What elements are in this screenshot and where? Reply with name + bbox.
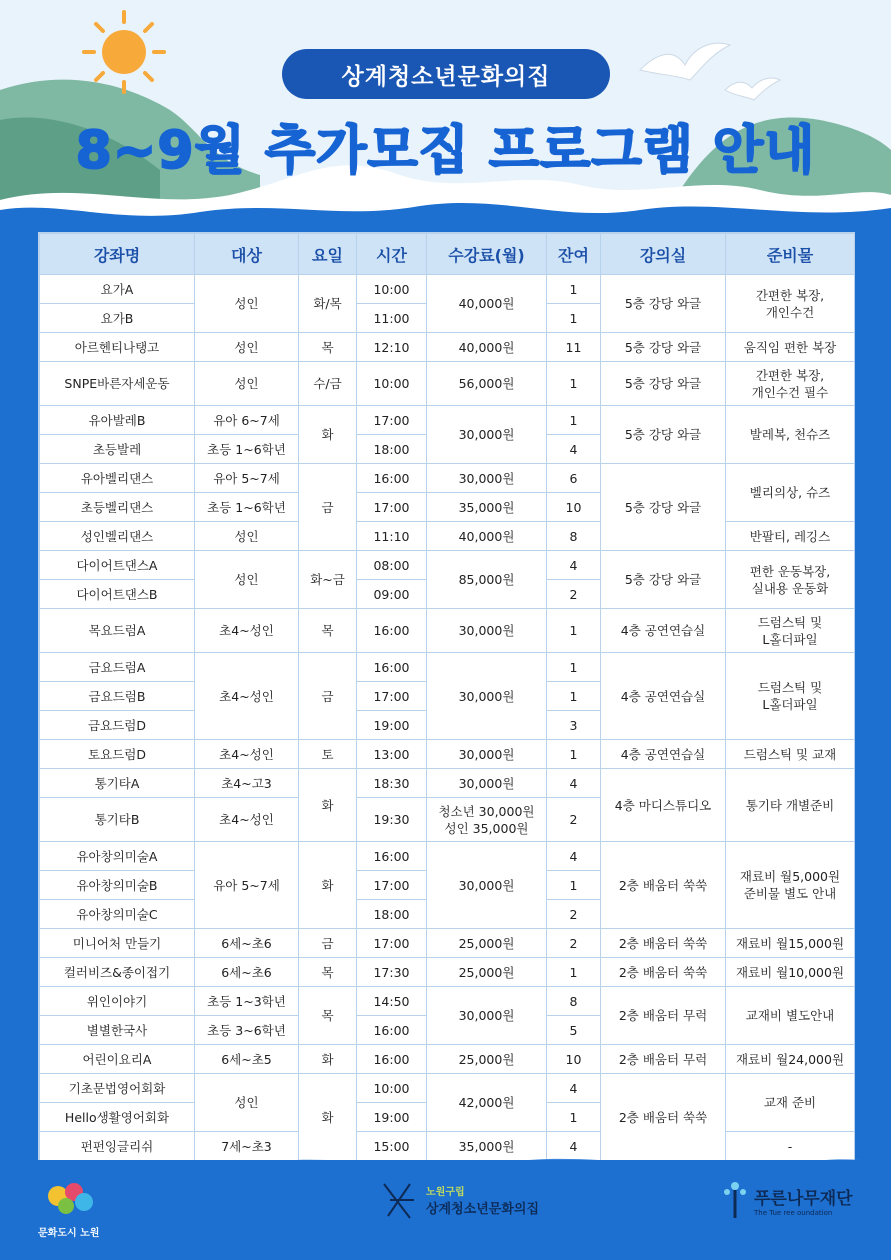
table-cell: 10 [547, 1045, 601, 1074]
table-cell: 초등 1~6학년 [195, 493, 299, 522]
table-cell: 교재비 별도안내 [726, 987, 855, 1045]
table-cell: 1 [547, 958, 601, 987]
table-cell: 40,000원 [427, 522, 547, 551]
table-cell: SNPE바른자세운동 [40, 362, 195, 406]
table-cell: 16:00 [357, 464, 427, 493]
table-cell: 미니어처 만들기 [40, 929, 195, 958]
table-cell: 16:00 [357, 609, 427, 653]
table-cell: 1 [547, 362, 601, 406]
table-cell: 25,000원 [427, 958, 547, 987]
table-row [40, 333, 855, 362]
table-row [40, 522, 855, 551]
table-cell: 19:00 [357, 1103, 427, 1132]
table-cell: 85,000원 [427, 551, 547, 609]
table-cell: 토 [299, 740, 357, 769]
column-header: 요일 [299, 234, 357, 275]
table-cell: 편한 운동복장, 실내용 운동화 [726, 551, 855, 609]
table-row [40, 275, 855, 304]
table-row [40, 1045, 855, 1074]
table-cell: 화 [299, 842, 357, 929]
table-row [40, 769, 855, 798]
table-row [40, 958, 855, 987]
table-cell: 1 [547, 304, 601, 333]
table-cell: 09:00 [357, 580, 427, 609]
table-row [40, 653, 855, 682]
table-cell: 펀펀잉글리쉬 [40, 1132, 195, 1161]
table-cell: 35,000원 [427, 493, 547, 522]
table-cell: 6 [547, 464, 601, 493]
table-cell: 화 [299, 1045, 357, 1074]
table-cell: 4 [547, 551, 601, 580]
table-cell: 16:00 [357, 653, 427, 682]
table-cell: 금 [299, 653, 357, 740]
table-cell: 성인 [195, 275, 299, 333]
table-cell: 초4~성인 [195, 740, 299, 769]
column-header: 강의실 [601, 234, 726, 275]
table-cell: 4층 공연연습실 [601, 740, 726, 769]
table-cell: 25,000원 [427, 1045, 547, 1074]
table-cell: 유아창의미술B [40, 871, 195, 900]
table-cell: 드럼스틱 및 교재 [726, 740, 855, 769]
column-header: 대상 [195, 234, 299, 275]
table-cell: 초등발레 [40, 435, 195, 464]
table-row [40, 464, 855, 493]
table-cell: 17:00 [357, 929, 427, 958]
table-cell: 3 [547, 711, 601, 740]
table-cell: 금 [299, 464, 357, 551]
table-cell: 통기타A [40, 769, 195, 798]
table-cell: 화 [299, 1074, 357, 1161]
table-cell: 17:30 [357, 958, 427, 987]
table-cell: 목 [299, 609, 357, 653]
table-cell: 17:00 [357, 406, 427, 435]
table-cell: 17:00 [357, 682, 427, 711]
table-cell: 2층 배움터 쑥쑥 [601, 842, 726, 929]
nowon-culture-city-logo [38, 1178, 118, 1238]
sun-icon [72, 8, 172, 98]
table-cell: 목 [299, 958, 357, 987]
table-cell: 1 [547, 609, 601, 653]
table-cell: 요가A [40, 275, 195, 304]
table-cell: 교재 준비 [726, 1074, 855, 1132]
table-cell: 화 [299, 769, 357, 842]
table-cell: 초4~성인 [195, 653, 299, 740]
table-cell: 6세~초6 [195, 929, 299, 958]
table-row [40, 987, 855, 1016]
table-cell: 1 [547, 653, 601, 682]
table-cell: 유아벨리댄스 [40, 464, 195, 493]
table-cell: 재료비 월15,000원 [726, 929, 855, 958]
table-cell: 13:00 [357, 740, 427, 769]
table-cell: 드럼스틱 및 L홀더파일 [726, 653, 855, 740]
column-header: 시간 [357, 234, 427, 275]
table-cell: 성인 [195, 551, 299, 609]
table-cell: - [726, 1132, 855, 1161]
table-cell: 반팔티, 레깅스 [726, 522, 855, 551]
table-cell: 재료비 월24,000원 [726, 1045, 855, 1074]
table-cell: 발레복, 천슈즈 [726, 406, 855, 464]
nowon-logo-icon [38, 1178, 108, 1218]
table-cell: 15:00 [357, 1132, 427, 1161]
table-cell: 컬러비즈&종이접기 [40, 958, 195, 987]
table-cell: 4층 공연연습실 [601, 609, 726, 653]
table-cell: 유아 6~7세 [195, 406, 299, 435]
table-row [40, 406, 855, 435]
table-cell: 성인 [195, 522, 299, 551]
table-cell: 통기타B [40, 798, 195, 842]
table-cell: 4 [547, 1074, 601, 1103]
table-cell: 성인 [195, 362, 299, 406]
table-cell: 통기타 개별준비 [726, 769, 855, 842]
table-row [40, 362, 855, 406]
table-row [40, 609, 855, 653]
table-body [40, 275, 855, 1161]
table-cell: 30,000원 [427, 842, 547, 929]
table-cell: 초등 1~6학년 [195, 435, 299, 464]
table-cell: 11 [547, 333, 601, 362]
table-cell: 5 [547, 1016, 601, 1045]
table-cell: 30,000원 [427, 769, 547, 798]
table-cell: 40,000원 [427, 275, 547, 333]
table-cell: 5층 강당 와글 [601, 275, 726, 333]
foundation-name-en: The Tue ree oundation [754, 1208, 833, 1217]
table-cell: 30,000원 [427, 464, 547, 493]
table-cell: 5층 강당 와글 [601, 406, 726, 464]
seagulls-icon [630, 30, 790, 110]
table-cell: 18:30 [357, 769, 427, 798]
table-cell: 17:00 [357, 493, 427, 522]
table-cell: 초등 3~6학년 [195, 1016, 299, 1045]
table-cell: 5층 강당 와글 [601, 464, 726, 551]
table-cell: 18:00 [357, 900, 427, 929]
table-cell: 10:00 [357, 1074, 427, 1103]
table-cell: 목요드럼A [40, 609, 195, 653]
table-cell: 4 [547, 1132, 601, 1161]
center-logo-icon [380, 1178, 420, 1222]
table-cell: 30,000원 [427, 740, 547, 769]
table-cell: 유아창의미술C [40, 900, 195, 929]
table-cell: 목 [299, 987, 357, 1045]
table-cell: 40,000원 [427, 333, 547, 362]
table-cell: 화~금 [299, 551, 357, 609]
column-header: 강좌명 [40, 234, 195, 275]
table-cell: 어린이요리A [40, 1045, 195, 1074]
table-cell: 화/목 [299, 275, 357, 333]
table-cell: 11:00 [357, 304, 427, 333]
table-cell: 42,000원 [427, 1074, 547, 1132]
table-cell: 2 [547, 580, 601, 609]
table-cell: 4 [547, 769, 601, 798]
table-cell: 1 [547, 406, 601, 435]
column-header: 수강료(월) [427, 234, 547, 275]
table-cell: 56,000원 [427, 362, 547, 406]
table-cell: 금요드럼A [40, 653, 195, 682]
table-cell: 11:10 [357, 522, 427, 551]
table-cell: 성인 [195, 1074, 299, 1132]
column-header: 준비물 [726, 234, 855, 275]
org-name-pill: 상계청소년문화의집 [282, 49, 610, 99]
table-cell: 5층 강당 와글 [601, 551, 726, 609]
table-cell: 요가B [40, 304, 195, 333]
table-cell: 08:00 [357, 551, 427, 580]
table-cell: 2 [547, 798, 601, 842]
table-cell: 2층 배움터 무럭 [601, 1045, 726, 1074]
center-logo [380, 1178, 539, 1222]
table-cell: 초4~성인 [195, 609, 299, 653]
foundation-name: 푸른나무재단 [754, 1188, 853, 1209]
table-cell: 18:00 [357, 435, 427, 464]
center-logo-small: 노원구립 [426, 1187, 465, 1198]
table-cell: 간편한 복장, 개인수건 [726, 275, 855, 333]
table-cell: 30,000원 [427, 609, 547, 653]
table-cell: 2 [547, 900, 601, 929]
table-cell: 유아발레B [40, 406, 195, 435]
table-cell: 4층 공연연습실 [601, 653, 726, 740]
program-table [39, 233, 855, 1161]
table-cell: 드럼스틱 및 L홀더파일 [726, 609, 855, 653]
table-cell: 10 [547, 493, 601, 522]
table-cell: 35,000원 [427, 1132, 547, 1161]
table-cell: 2층 배움터 무럭 [601, 987, 726, 1045]
table-cell: 8 [547, 522, 601, 551]
table-cell: 성인벨리댄스 [40, 522, 195, 551]
table-cell: 4 [547, 435, 601, 464]
table-cell: 기초문법영어회화 [40, 1074, 195, 1103]
table-cell: 7세~초3 [195, 1132, 299, 1161]
table-cell: 30,000원 [427, 987, 547, 1045]
table-cell: 청소년 30,000원 성인 35,000원 [427, 798, 547, 842]
table-cell: 2 [547, 929, 601, 958]
table-cell: 19:30 [357, 798, 427, 842]
table-cell: 유아 5~7세 [195, 842, 299, 929]
nowon-logo-text: 문화도시 노원 [38, 1228, 100, 1239]
table-cell: 5층 강당 와글 [601, 362, 726, 406]
table-cell: 간편한 복장, 개인수건 필수 [726, 362, 855, 406]
table-cell: 1 [547, 1103, 601, 1132]
table-cell: 2층 배움터 쑥쑥 [601, 958, 726, 987]
table-cell: 4 [547, 842, 601, 871]
table-cell: 다이어트댄스B [40, 580, 195, 609]
table-cell: 다이어트댄스A [40, 551, 195, 580]
table-cell: 16:00 [357, 1016, 427, 1045]
table-cell: 6세~초6 [195, 958, 299, 987]
table-cell: 17:00 [357, 871, 427, 900]
table-cell: 토요드럼D [40, 740, 195, 769]
table-cell: 5층 강당 와글 [601, 333, 726, 362]
table-cell: 유아 5~7세 [195, 464, 299, 493]
column-header: 잔여 [547, 234, 601, 275]
table-cell: 2층 배움터 쑥쑥 [601, 1074, 726, 1161]
table-cell: 1 [547, 740, 601, 769]
table-cell: 16:00 [357, 842, 427, 871]
table-cell: 위인이야기 [40, 987, 195, 1016]
table-row [40, 740, 855, 769]
table-cell: 금요드럼B [40, 682, 195, 711]
table-cell: 10:00 [357, 362, 427, 406]
table-cell: 금 [299, 929, 357, 958]
table-row [40, 1074, 855, 1103]
table-row [40, 842, 855, 871]
center-logo-name: 상계청소년문화의집 [426, 1202, 540, 1217]
hero-banner [0, 0, 891, 240]
table-cell: 8 [547, 987, 601, 1016]
table-cell: Hello생활영어회화 [40, 1103, 195, 1132]
tree-icon [720, 1178, 750, 1222]
table-cell: 벨리의상, 슈즈 [726, 464, 855, 522]
table-cell: 30,000원 [427, 653, 547, 740]
table-row [40, 929, 855, 958]
table-cell: 별별한국사 [40, 1016, 195, 1045]
table-cell: 25,000원 [427, 929, 547, 958]
table-cell: 12:10 [357, 333, 427, 362]
table-cell: 재료비 월5,000원 준비물 별도 안내 [726, 842, 855, 929]
table-cell: 초4~고3 [195, 769, 299, 798]
table-cell: 움직임 편한 복장 [726, 333, 855, 362]
table-cell: 재료비 월10,000원 [726, 958, 855, 987]
table-cell: 16:00 [357, 1045, 427, 1074]
table-cell: 유아창의미술A [40, 842, 195, 871]
foundation-logo [720, 1178, 853, 1222]
table-cell: 30,000원 [427, 406, 547, 464]
table-cell: 초등 1~3학년 [195, 987, 299, 1016]
table-cell: 초4~성인 [195, 798, 299, 842]
table-cell: 1 [547, 275, 601, 304]
table-cell: 14:50 [357, 987, 427, 1016]
table-cell: 6세~초5 [195, 1045, 299, 1074]
table-cell: 수/금 [299, 362, 357, 406]
table-cell: 19:00 [357, 711, 427, 740]
table-cell: 4층 마디스튜디오 [601, 769, 726, 842]
table-cell: 아르헨티나탱고 [40, 333, 195, 362]
table-cell: 성인 [195, 333, 299, 362]
table-cell: 2층 배움터 쑥쑥 [601, 929, 726, 958]
table-cell: 금요드럼D [40, 711, 195, 740]
table-cell: 초등벨리댄스 [40, 493, 195, 522]
table-header-row [40, 234, 855, 275]
table-cell: 화 [299, 406, 357, 464]
table-row [40, 551, 855, 580]
table-cell: 10:00 [357, 275, 427, 304]
table-cell: 1 [547, 871, 601, 900]
table-cell: 1 [547, 682, 601, 711]
page-title: 8~9월 추가모집 프로그램 안내 [75, 121, 816, 181]
table-cell: 목 [299, 333, 357, 362]
program-table-container [38, 232, 855, 1162]
